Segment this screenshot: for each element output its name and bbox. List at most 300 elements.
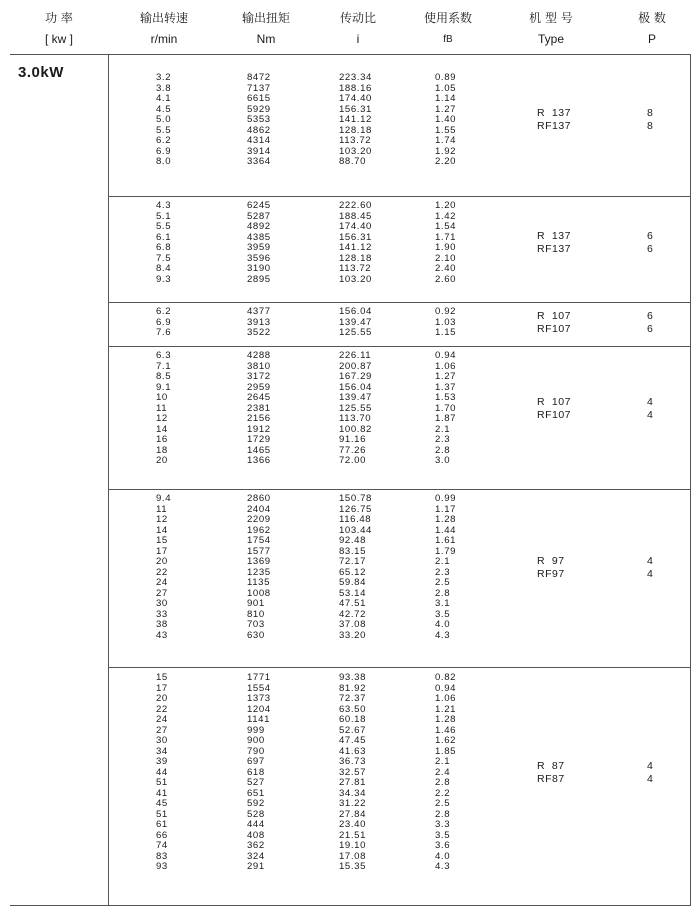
factor-cell: 2.5 (435, 577, 451, 588)
type-code-rf: RF137 (537, 120, 572, 133)
torque-cell: 1465 (247, 444, 271, 456)
group-5-ratio-column (339, 494, 372, 641)
ratio-cell: 156.04 (339, 306, 372, 317)
ratio-cell: 60.18 (339, 714, 367, 725)
torque-cell: 2381 (247, 402, 271, 414)
group-6-poles (647, 760, 653, 786)
factor-cell: 1.44 (435, 524, 457, 536)
speed-cell: 18 (156, 444, 168, 456)
ratio-cell: 77.26 (339, 444, 367, 456)
speed-cell: 7.1 (156, 360, 172, 372)
group-6 (109, 667, 690, 905)
group-4-factor-column (435, 351, 456, 467)
torque-cell: 1141 (247, 714, 271, 725)
speed-cell: 10 (156, 392, 168, 403)
factor-cell: 1.54 (435, 221, 457, 232)
header-type (503, 0, 599, 56)
factor-cell: 1.62 (435, 735, 457, 746)
speed-cell: 44 (156, 766, 168, 778)
ratio-cell: 91.16 (339, 434, 367, 445)
speed-cell: 20 (156, 455, 168, 466)
torque-cell: 4377 (247, 306, 271, 317)
header-speed (116, 0, 212, 56)
speed-cell: 43 (156, 629, 168, 641)
ratio-cell: 72.00 (339, 455, 367, 466)
torque-cell: 291 (247, 861, 265, 872)
group-1-type (537, 107, 571, 133)
group-2-ratio-column (339, 201, 372, 285)
header-factor-unit: fB (443, 34, 453, 45)
speed-cell: 4.3 (156, 200, 172, 211)
ratio-cell: 34.34 (339, 787, 367, 799)
header-factor-label: 使用系数 (423, 11, 472, 25)
ratio-cell: 125.55 (339, 327, 372, 338)
group-4-torque-column (247, 351, 271, 467)
group-6-factor-column (435, 673, 456, 873)
factor-cell: 1.27 (435, 371, 457, 382)
header-torque-label: 输出扭矩 (241, 11, 290, 25)
speed-cell: 5.0 (156, 114, 172, 125)
speed-cell: 9.4 (156, 493, 172, 504)
speed-cell: 6.8 (156, 242, 172, 253)
type-code-r: R 137 (537, 107, 571, 120)
pole-count-r: 6 (647, 309, 653, 322)
ratio-cell: 141.12 (339, 114, 372, 125)
speed-cell: 61 (156, 819, 168, 830)
torque-cell: 444 (247, 819, 265, 830)
factor-cell: 2.2 (435, 787, 451, 799)
torque-cell: 5929 (247, 103, 271, 115)
speed-cell: 8.5 (156, 371, 172, 382)
factor-cell: 1.61 (435, 535, 457, 546)
factor-cell: 4.3 (435, 861, 451, 872)
torque-cell: 900 (247, 735, 265, 746)
torque-cell: 1771 (247, 672, 271, 683)
speed-cell: 8.0 (156, 156, 172, 167)
speed-cell: 5.1 (156, 210, 172, 222)
speed-cell: 3.8 (156, 82, 172, 94)
factor-cell: 2.20 (435, 156, 457, 167)
factor-cell: 2.1 (435, 756, 451, 767)
factor-cell: 4.0 (435, 619, 451, 630)
speed-cell: 17 (156, 545, 168, 557)
ratio-cell: 139.47 (339, 316, 372, 328)
factor-cell: 2.3 (435, 566, 451, 578)
ratio-cell: 63.50 (339, 703, 367, 715)
factor-cell: 1.20 (435, 200, 457, 211)
torque-cell: 790 (247, 745, 265, 757)
torque-cell: 3172 (247, 371, 271, 382)
header-poles (604, 0, 700, 56)
ratio-cell: 41.63 (339, 745, 367, 757)
group-1-torque-column (247, 73, 271, 168)
header-power-label: 功 率 (45, 11, 73, 25)
speed-cell: 7.6 (156, 327, 172, 338)
pole-count-r: 4 (647, 395, 653, 408)
group-6-ratio-column (339, 673, 366, 873)
torque-cell: 3190 (247, 263, 271, 274)
factor-cell: 2.1 (435, 556, 451, 567)
header-torque (218, 0, 314, 56)
factor-cell: 4.3 (435, 629, 451, 641)
speed-cell: 7.5 (156, 252, 172, 264)
group-2-factor-column (435, 201, 456, 285)
type-code-rf: RF107 (537, 322, 572, 335)
factor-cell: 4.0 (435, 850, 451, 862)
factor-cell: 3.6 (435, 840, 451, 851)
pole-count-r: 8 (647, 107, 653, 120)
speed-cell: 6.2 (156, 306, 172, 317)
factor-cell: 0.89 (435, 72, 457, 83)
ratio-cell: 116.48 (339, 514, 372, 525)
torque-cell: 1554 (247, 682, 271, 694)
factor-cell: 1.87 (435, 413, 457, 424)
torque-cell: 2209 (247, 514, 271, 525)
header-factor (400, 0, 496, 56)
ratio-cell: 42.72 (339, 608, 367, 620)
torque-cell: 6245 (247, 200, 271, 211)
torque-cell: 3913 (247, 316, 271, 328)
torque-cell: 4892 (247, 221, 271, 232)
group-2-speed-column (156, 201, 171, 285)
group-1-poles (647, 107, 653, 133)
pole-count-r: 4 (647, 554, 653, 567)
speed-cell: 9.1 (156, 381, 172, 393)
speed-cell: 45 (156, 798, 168, 809)
factor-cell: 2.60 (435, 273, 457, 285)
factor-cell: 2.5 (435, 798, 451, 809)
ratio-cell: 103.20 (339, 273, 372, 285)
table-header (0, 0, 700, 56)
factor-cell: 1.05 (435, 82, 457, 94)
type-code-r: R 137 (537, 230, 571, 242)
ratio-cell: 59.84 (339, 577, 367, 588)
ratio-cell: 223.34 (339, 72, 372, 83)
speed-cell: 4.5 (156, 103, 172, 115)
ratio-cell: 65.12 (339, 566, 367, 578)
torque-cell: 7137 (247, 82, 271, 94)
torque-cell: 4385 (247, 231, 271, 243)
header-poles-label: 极 数 (638, 11, 666, 25)
group-4-type (537, 396, 571, 422)
speed-cell: 6.2 (156, 135, 172, 146)
header-ratio-label: 传动比 (339, 11, 376, 25)
type-code-r: R 87 (537, 759, 565, 772)
ratio-cell: 126.75 (339, 503, 372, 515)
ratio-cell: 200.87 (339, 360, 372, 372)
torque-cell: 5287 (247, 210, 271, 222)
ratio-cell: 21.51 (339, 829, 367, 841)
header-type-unit: Type (537, 32, 564, 46)
ratio-cell: 27.84 (339, 808, 367, 820)
speed-cell: 27 (156, 587, 168, 599)
speed-cell: 4.1 (156, 93, 172, 104)
torque-cell: 1577 (247, 545, 271, 557)
group-5-speed-column (156, 494, 171, 641)
torque-cell: 324 (247, 850, 265, 862)
ratio-cell: 100.82 (339, 423, 372, 435)
speed-cell: 6.1 (156, 231, 172, 243)
torque-cell: 618 (247, 766, 265, 778)
group-1-ratio-column (339, 73, 372, 168)
group-4-ratio-column (339, 351, 372, 467)
torque-cell: 651 (247, 787, 265, 799)
table-right-border (690, 54, 691, 906)
ratio-cell: 188.16 (339, 82, 372, 94)
header-ratio (310, 0, 406, 56)
speed-cell: 20 (156, 556, 168, 567)
ratio-cell: 19.10 (339, 840, 367, 851)
torque-cell: 901 (247, 598, 265, 609)
ratio-cell: 31.22 (339, 798, 367, 809)
group-2-type (537, 230, 571, 256)
ratio-cell: 33.20 (339, 629, 367, 641)
group-3-poles (647, 310, 653, 336)
header-ratio-unit: i (356, 32, 360, 46)
type-code-r: R 97 (537, 554, 565, 567)
speed-cell: 6.9 (156, 145, 172, 157)
ratio-cell: 92.48 (339, 535, 367, 546)
ratio-cell: 174.40 (339, 93, 372, 104)
speed-cell: 24 (156, 577, 168, 588)
torque-cell: 703 (247, 619, 265, 630)
speed-cell: 30 (156, 598, 168, 609)
torque-cell: 1366 (247, 455, 271, 466)
torque-cell: 1369 (247, 556, 271, 567)
group-6-speed-column (156, 673, 168, 873)
speed-cell: 74 (156, 840, 168, 851)
speed-cell: 66 (156, 829, 168, 841)
group-3-type (537, 310, 571, 336)
factor-cell: 1.40 (435, 114, 457, 125)
factor-cell: 0.99 (435, 493, 457, 504)
pole-count-rf: 4 (647, 772, 653, 785)
torque-cell: 3522 (247, 327, 271, 338)
group-4-poles (647, 396, 653, 422)
torque-cell: 3364 (247, 156, 271, 167)
factor-cell: 1.42 (435, 210, 457, 222)
torque-cell: 2645 (247, 392, 271, 403)
speed-cell: 12 (156, 413, 168, 424)
factor-cell: 1.37 (435, 381, 457, 393)
group-5 (109, 489, 690, 667)
torque-cell: 2156 (247, 413, 271, 424)
ratio-cell: 47.51 (339, 598, 367, 609)
speed-cell: 24 (156, 714, 168, 725)
factor-cell: 1.70 (435, 402, 457, 414)
ratio-cell: 27.81 (339, 777, 367, 788)
table-bottom-border (10, 905, 691, 906)
factor-cell: 1.06 (435, 693, 457, 704)
group-6-torque-column (247, 673, 271, 873)
torque-cell: 630 (247, 629, 265, 641)
torque-cell: 528 (247, 808, 265, 820)
ratio-cell: 103.20 (339, 145, 372, 157)
speed-cell: 15 (156, 535, 168, 546)
torque-cell: 2860 (247, 493, 271, 504)
factor-cell: 1.79 (435, 545, 457, 557)
factor-cell: 0.94 (435, 350, 457, 361)
torque-cell: 4862 (247, 124, 271, 136)
ratio-cell: 81.92 (339, 682, 367, 694)
speed-cell: 11 (156, 402, 168, 414)
factor-cell: 1.27 (435, 103, 457, 115)
speed-cell: 8.4 (156, 263, 172, 274)
ratio-cell: 174.40 (339, 221, 372, 232)
speed-cell: 20 (156, 693, 168, 704)
factor-cell: 1.17 (435, 503, 457, 515)
ratio-cell: 17.08 (339, 850, 367, 862)
group-6-type (537, 760, 565, 786)
ratio-cell: 47.45 (339, 735, 367, 746)
ratio-cell: 37.08 (339, 619, 367, 630)
header-speed-unit: r/min (150, 32, 178, 46)
factor-cell: 1.21 (435, 703, 457, 715)
factor-cell: 3.3 (435, 819, 451, 830)
factor-cell: 1.90 (435, 242, 457, 253)
torque-cell: 1962 (247, 524, 271, 536)
ratio-cell: 93.38 (339, 672, 367, 683)
factor-cell: 3.0 (435, 455, 451, 466)
speed-cell: 9.3 (156, 273, 172, 285)
torque-cell: 3810 (247, 360, 271, 372)
factor-cell: 2.10 (435, 252, 457, 264)
factor-cell: 2.40 (435, 263, 457, 274)
factor-cell: 1.14 (435, 93, 457, 104)
ratio-cell: 188.45 (339, 210, 372, 222)
speed-cell: 6.3 (156, 350, 172, 361)
speed-cell: 39 (156, 756, 168, 767)
factor-cell: 1.53 (435, 392, 457, 403)
factor-cell: 1.74 (435, 135, 457, 146)
torque-cell: 527 (247, 777, 265, 788)
ratio-cell: 156.31 (339, 231, 372, 243)
group-3-factor-column (435, 307, 456, 339)
power-value: 3.0kW (18, 64, 64, 81)
ratio-cell: 222.60 (339, 200, 372, 211)
factor-cell: 0.82 (435, 672, 457, 683)
factor-cell: 1.03 (435, 316, 457, 328)
ratio-cell: 226.11 (339, 350, 372, 361)
torque-cell: 810 (247, 608, 265, 620)
header-power (10, 0, 108, 56)
ratio-cell: 125.55 (339, 402, 372, 414)
pole-count-rf: 6 (647, 243, 653, 255)
speed-cell: 5.5 (156, 221, 172, 232)
factor-cell: 2.8 (435, 808, 451, 820)
torque-cell: 3914 (247, 145, 271, 157)
factor-cell: 1.85 (435, 745, 457, 757)
factor-cell: 1.06 (435, 360, 457, 372)
speed-cell: 17 (156, 682, 168, 694)
torque-cell: 2895 (247, 273, 271, 285)
group-5-type (537, 555, 565, 581)
group-1-speed-column (156, 73, 171, 168)
group-3-speed-column (156, 307, 171, 339)
speed-cell: 30 (156, 735, 168, 746)
speed-cell: 51 (156, 777, 168, 788)
ratio-cell: 72.37 (339, 693, 367, 704)
speed-cell: 16 (156, 434, 168, 445)
factor-cell: 2.8 (435, 444, 451, 456)
ratio-cell: 156.31 (339, 103, 372, 115)
speed-cell: 22 (156, 566, 168, 578)
group-5-poles (647, 555, 653, 581)
pole-count-rf: 4 (647, 567, 653, 580)
speed-cell: 14 (156, 524, 168, 536)
torque-cell: 1135 (247, 577, 271, 588)
header-speed-label: 输出转速 (139, 11, 188, 25)
torque-cell: 4314 (247, 135, 271, 146)
torque-cell: 1008 (247, 587, 271, 599)
header-divider (10, 54, 691, 55)
torque-cell: 4288 (247, 350, 271, 361)
type-code-rf: RF137 (537, 243, 572, 255)
ratio-cell: 150.78 (339, 493, 372, 504)
speed-cell: 22 (156, 703, 168, 715)
group-2 (109, 196, 690, 302)
ratio-cell: 113.70 (339, 413, 372, 424)
torque-cell: 6615 (247, 93, 271, 104)
speed-cell: 51 (156, 808, 168, 820)
factor-cell: 0.94 (435, 682, 457, 694)
torque-cell: 362 (247, 840, 265, 851)
factor-cell: 1.28 (435, 514, 457, 525)
speed-cell: 15 (156, 672, 168, 683)
ratio-cell: 141.12 (339, 242, 372, 253)
torque-cell: 408 (247, 829, 265, 841)
pole-count-r: 4 (647, 759, 653, 772)
ratio-cell: 167.29 (339, 371, 372, 382)
torque-cell: 1729 (247, 434, 271, 445)
torque-cell: 2959 (247, 381, 271, 393)
speed-cell: 12 (156, 514, 168, 525)
speed-cell: 11 (156, 503, 168, 515)
speed-cell: 3.2 (156, 72, 172, 83)
factor-cell: 1.46 (435, 724, 457, 736)
speed-cell: 93 (156, 861, 168, 872)
pole-count-r: 6 (647, 230, 653, 242)
group-2-poles (647, 230, 653, 256)
ratio-cell: 52.67 (339, 724, 367, 736)
ratio-cell: 103.44 (339, 524, 372, 536)
speed-cell: 14 (156, 423, 168, 435)
type-code-r: R 107 (537, 309, 571, 322)
torque-cell: 1235 (247, 566, 271, 578)
ratio-cell: 53.14 (339, 587, 367, 599)
torque-cell: 8472 (247, 72, 271, 83)
ratio-cell: 15.35 (339, 861, 367, 872)
ratio-cell: 83.15 (339, 545, 367, 557)
group-1 (109, 57, 690, 196)
speed-cell: 41 (156, 787, 168, 799)
torque-cell: 999 (247, 724, 265, 736)
pole-count-rf: 6 (647, 322, 653, 335)
torque-cell: 1204 (247, 703, 271, 715)
factor-cell: 1.71 (435, 231, 457, 243)
torque-cell: 697 (247, 756, 265, 767)
factor-cell: 1.28 (435, 714, 457, 725)
header-power-unit: [ kw ] (44, 32, 73, 46)
type-code-r: R 107 (537, 395, 571, 408)
factor-cell: 3.5 (435, 608, 451, 620)
ratio-cell: 156.04 (339, 381, 372, 393)
ratio-cell: 32.57 (339, 766, 367, 778)
type-code-rf: RF87 (537, 772, 565, 785)
torque-cell: 3959 (247, 242, 271, 253)
torque-cell: 3596 (247, 252, 271, 264)
speed-cell: 33 (156, 608, 168, 620)
